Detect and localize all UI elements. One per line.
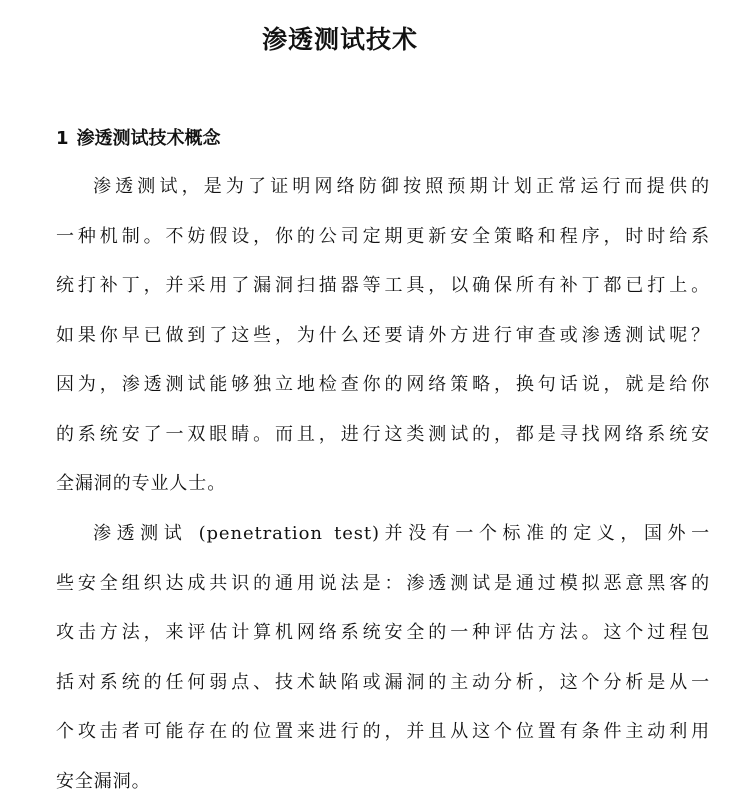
section-number: 1: [56, 128, 69, 149]
section-heading-text: 渗透测试技术概念: [77, 128, 221, 149]
paragraph-1: [56, 162, 710, 509]
page-title: 渗透测试技术: [0, 20, 680, 60]
paragraph-line: 如果你早已做到了这些，为什么还要请外方进行审查或渗透测试呢？: [56, 311, 710, 361]
paragraph-line: 括对系统的任何弱点、技术缺陷或漏洞的主动分析，这个分析是从一: [56, 658, 710, 708]
paragraph-line: 渗透测试 (penetration test)并没有一个标准的定义，国外一: [56, 509, 710, 559]
paragraph-line: 些安全组织达成共识的通用说法是：渗透测试是通过模拟恶意黑客的: [56, 559, 710, 609]
section-heading: [56, 122, 221, 156]
paragraph-line: 攻击方法，来评估计算机网络系统安全的一种评估方法。这个过程包: [56, 608, 710, 658]
paragraph-line: 统打补丁，并采用了漏洞扫描器等工具，以确保所有补丁都已打上。: [56, 261, 710, 311]
paragraph-line: 安全漏洞。: [56, 757, 710, 806]
paragraph-line: 一种机制。不妨假设，你的公司定期更新安全策略和程序，时时给系: [56, 212, 710, 262]
paragraph-line: 个攻击者可能存在的位置来进行的，并且从这个位置有条件主动利用: [56, 707, 710, 757]
paragraph-2: [56, 509, 710, 806]
paragraph-line: 渗透测试，是为了证明网络防御按照预期计划正常运行而提供的: [56, 162, 710, 212]
paragraph-line: 因为，渗透测试能够独立地检查你的网络策略，换句话说，就是给你: [56, 360, 710, 410]
paragraph-line: 的系统安了一双眼睛。而且，进行这类测试的，都是寻找网络系统安: [56, 410, 710, 460]
paragraph-line: 全漏洞的专业人士。: [56, 459, 710, 509]
